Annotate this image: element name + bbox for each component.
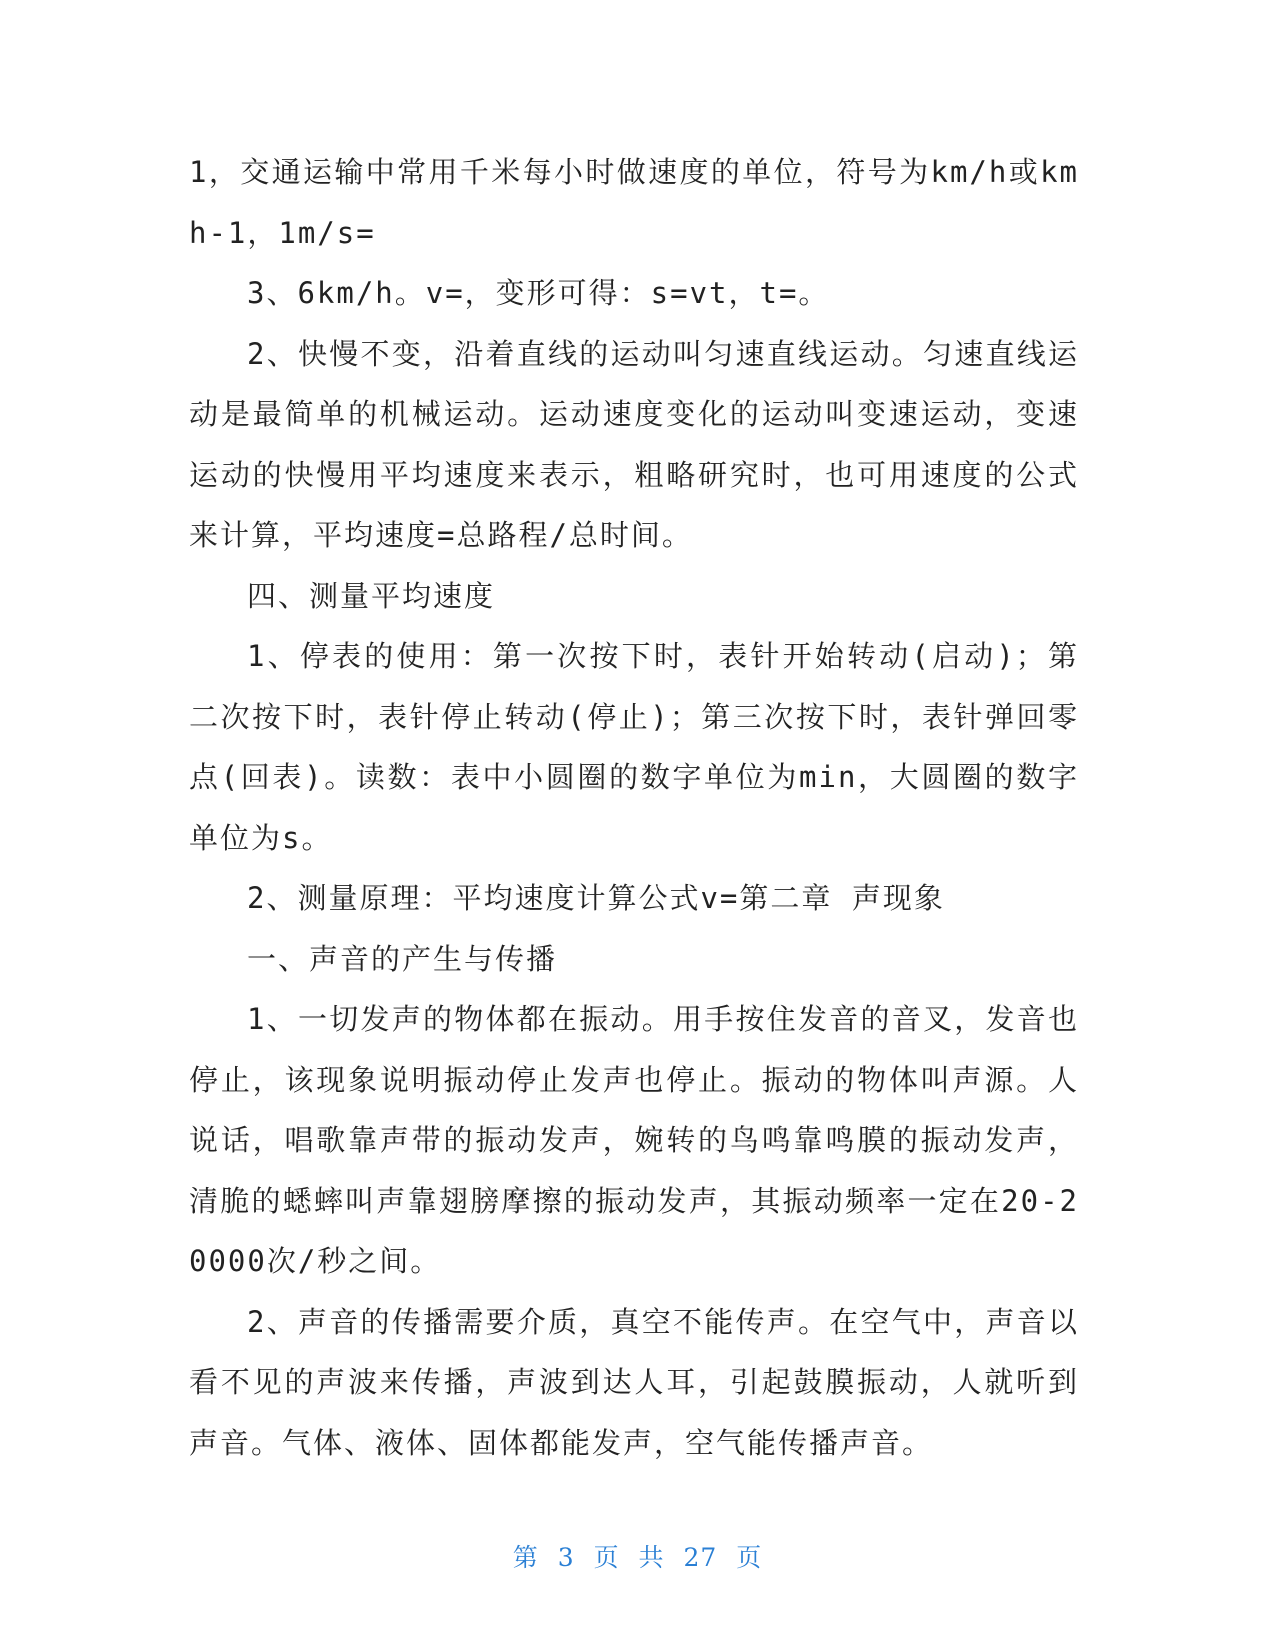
paragraph-sound-vibration: 1、一切发声的物体都在振动。用手按住发音的音叉，发音也停止，该现象说明振动停止发声也停止。振动的物体叫声源。人说话，唱歌靠声带的振动发声，婉转的鸟鸣靠鸣膜的振动发声，清脆的蟋蟀叫声靠翅膀摩擦的振动发声，其振动频率一定在20-20000次/秒之间。 [189, 1002, 1079, 1278]
paragraph-stopwatch: 1、停表的使用：第一次按下时，表针开始转动(启动)；第二次按下时，表针停止转动(停止)；第三次按下时，表针弹回零点(回表)。读数：表中小圆圈的数字单位为min，大圆圈的数字单位为s。 [189, 639, 1079, 855]
document-body [189, 142, 1079, 1473]
paragraph-measure-principle: 2、测量原理：平均速度计算公式v=第二章 声现象 [247, 881, 945, 915]
section-heading-sound-production: 一、声音的产生与传播 [247, 941, 558, 976]
section-heading-measure-speed: 四、测量平均速度 [247, 578, 496, 613]
paragraph-uniform-motion: 2、快慢不变，沿着直线的运动叫匀速直线运动。匀速直线运动是最简单的机械运动。运动速度变化的运动叫变速运动，变速运动的快慢用平均速度来表示，粗略研究时，也可用速度的公式来计算，平均速度=总路程/总时间。 [189, 336, 1079, 552]
page-number-footer: 第 3 页 共 27 页 [512, 1543, 763, 1572]
paragraph-sound-propagation: 2、声音的传播需要介质，真空不能传声。在空气中，声音以看不见的声波来传播，声波到达人耳，引起鼓膜振动，人就听到声音。气体、液体、固体都能发声，空气能传播声音。 [189, 1304, 1079, 1460]
paragraph-speed-formula: 3、6km/h。v=，变形可得：s=vt，t=。 [247, 276, 830, 310]
paragraph-speed-unit: 1，交通运输中常用千米每小时做速度的单位，符号为km/h或kmh-1，1m/s= [189, 155, 1079, 250]
